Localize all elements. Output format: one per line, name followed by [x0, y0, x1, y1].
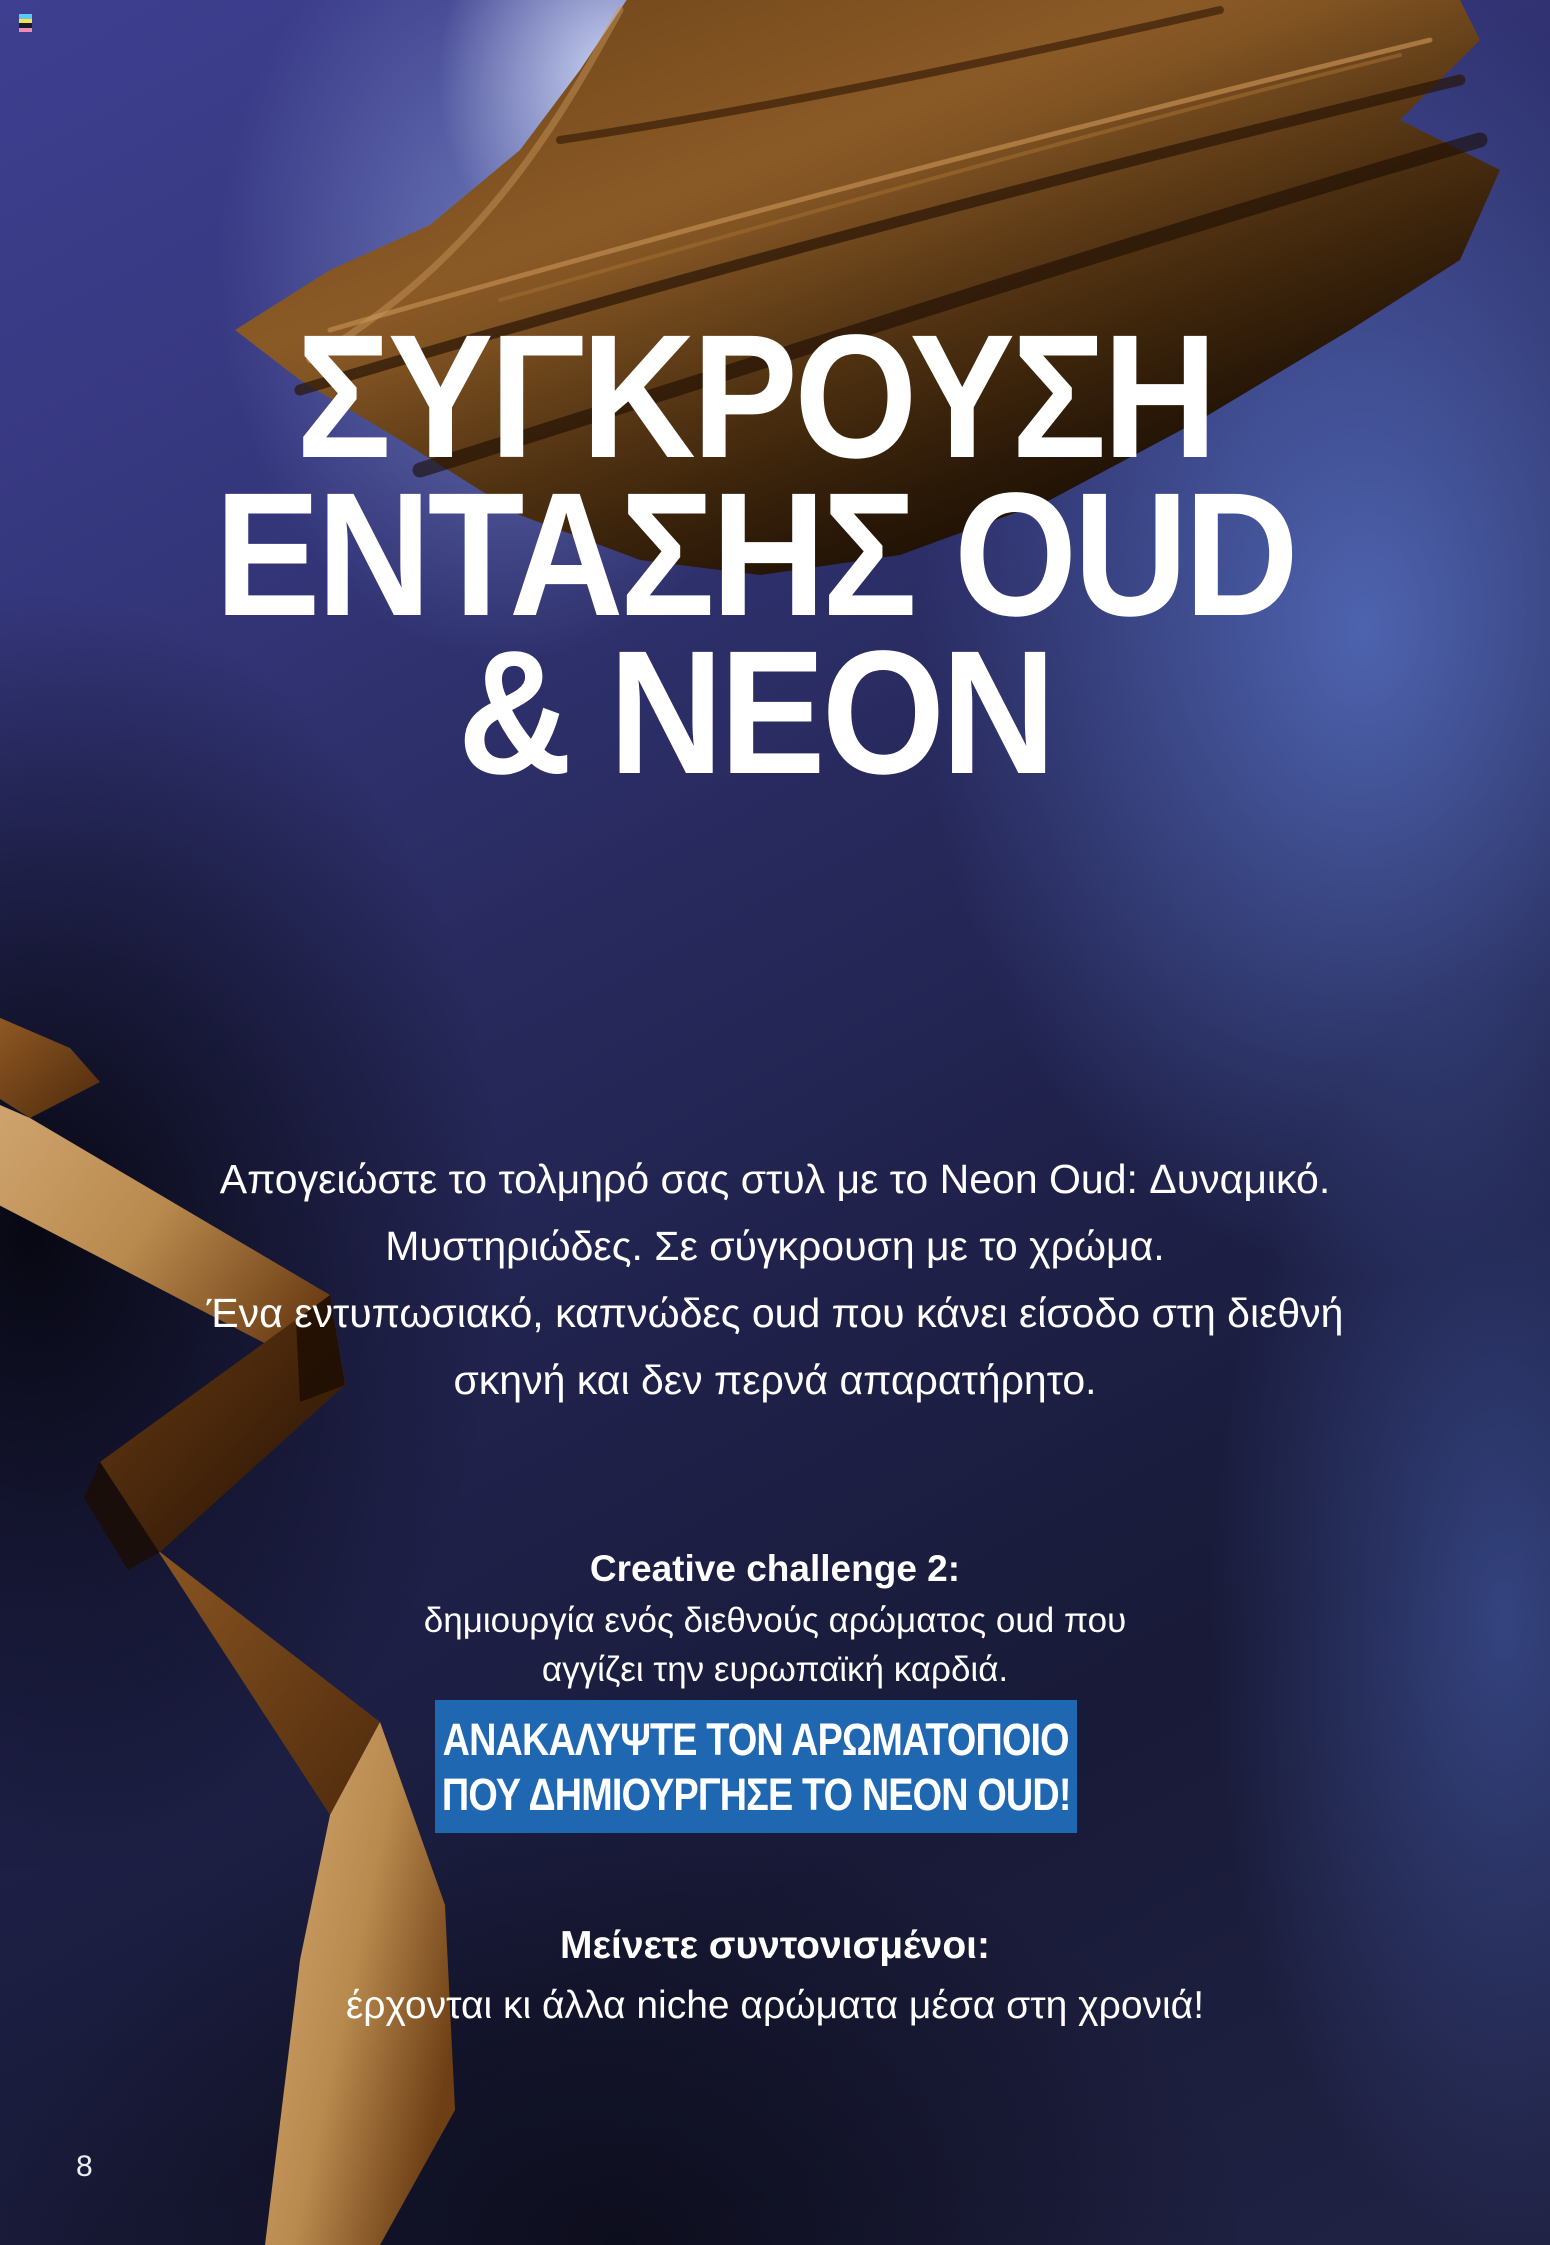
print-mark-stripe-magenta — [19, 28, 32, 33]
intro-line: Απογειώστε το τολμηρό σας στυλ με το Neon Oud: Δυναμικό. — [219, 1156, 1331, 1202]
cta-line-2: ΠΟΥ ΔΗΜΙΟΥΡΓΗΣΕ ΤΟ NEON OUD! — [441, 1768, 1071, 1820]
creative-challenge-section — [20, 1544, 1530, 1694]
intro-line: Μυστηριώδες. Σε σύγκρουση με το χρώμα. — [385, 1223, 1165, 1269]
creative-challenge-line: δημιουργία ενός διεθνούς αρώματος oud που — [423, 1601, 1127, 1640]
page-title — [0, 299, 1510, 811]
page-number: 8 — [76, 2150, 93, 2183]
stay-tuned-line: έρχονται κι άλλα niche αρώματα μέσα στη χρονιά! — [345, 1984, 1205, 2027]
intro-line: σκηνή και δεν περνά απαρατήρητο. — [453, 1357, 1097, 1403]
page-title-line-2: ΕΝΤΑΣΗΣ OUD — [214, 457, 1296, 653]
cta-line-1: ΑΝΑΚΑΛΥΨΤΕ ΤΟΝ ΑΡΩΜΑΤΟΠΟΙΟ — [442, 1713, 1070, 1765]
intro-paragraph — [20, 1146, 1530, 1414]
creative-challenge-line: αγγίζει την ευρωπαϊκή καρδιά. — [541, 1650, 1009, 1689]
creative-challenge-heading: Creative challenge 2: — [589, 1548, 961, 1589]
page-title-line-3: & NEON — [457, 615, 1053, 811]
stay-tuned-heading: Μείνετε συντονισμένοι: — [560, 1924, 990, 1967]
discover-perfumer-cta-banner[interactable] — [435, 1700, 1077, 1833]
page-title-line-1: ΣΥΓΚΡΟΥΣΗ — [296, 299, 1214, 495]
print-registration-mark — [19, 14, 32, 32]
stay-tuned-section — [20, 1916, 1530, 2036]
intro-line: Ένα εντυπωσιακό, καπνώδες oud που κάνει είσοδο στη διεθνή — [206, 1290, 1344, 1336]
